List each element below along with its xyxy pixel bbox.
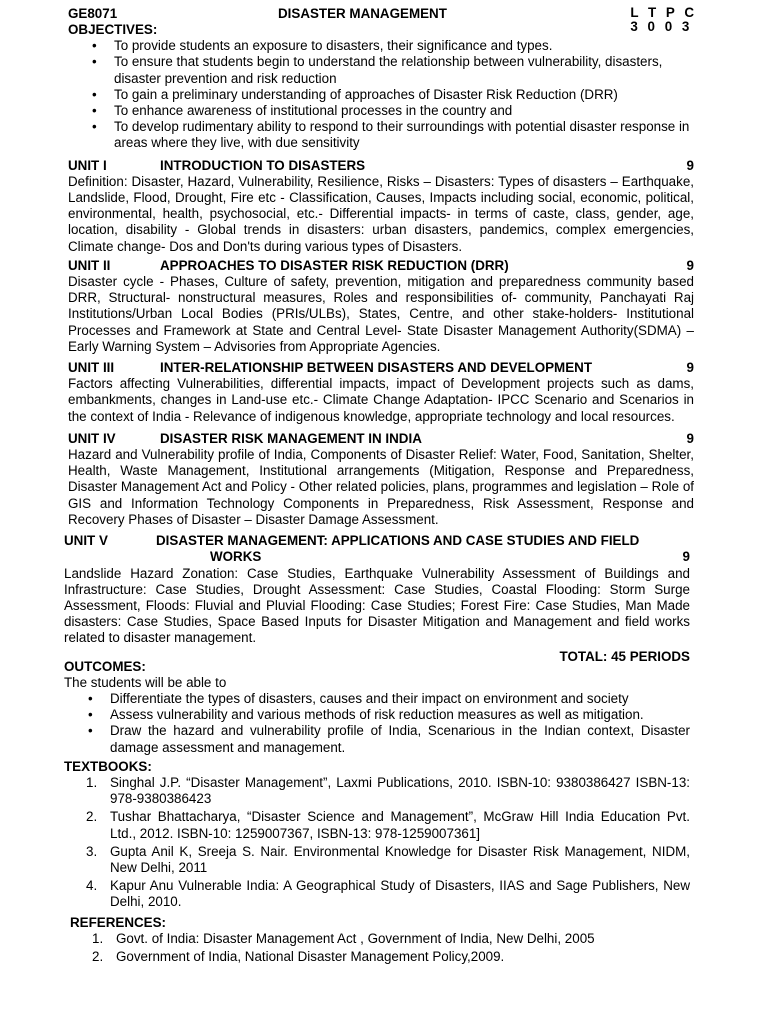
- unit-title-cont: WORKS: [210, 549, 262, 565]
- list-item: • To provide students an exposure to disasters, their significance and types.: [114, 38, 694, 54]
- unit-heading: [68, 158, 694, 174]
- unit-title: APPROACHES TO DISASTER RISK REDUCTION (DRR): [160, 257, 509, 273]
- list-item: • Draw the hazard and vulnerability profile of India, Scenarious in the Indian context, Disaster damage assessment and management.: [110, 723, 690, 755]
- unit-2: [68, 258, 694, 355]
- ltpc-block: [630, 6, 694, 34]
- objectives-section: [68, 22, 694, 152]
- item-text: Government of India, National Disaster Management Policy,2009.: [116, 948, 505, 964]
- unit-hours: 9: [686, 157, 694, 173]
- unit-title: INTER-RELATIONSHIP BETWEEN DISASTERS AND DEVELOPMENT: [160, 360, 592, 376]
- item-text: Kapur Anu Vulnerable India: A Geographical Study of Disasters, IIAS and Sage Publishers, New Delhi, 2010.: [110, 878, 690, 910]
- unit-1: [68, 158, 694, 255]
- unit-hours: 9: [682, 549, 690, 565]
- unit-heading: [68, 431, 694, 447]
- list-item: [64, 949, 690, 965]
- unit-number: UNIT II: [68, 257, 111, 273]
- outcomes-section: [64, 648, 690, 966]
- unit-heading-line2: [64, 549, 690, 565]
- list-item: [64, 844, 690, 876]
- unit-body: Factors affecting Vulnerabilities, differential impacts, impact of Development projects such as dams, embankments, changes in Land-use etc.- Climate Change Adaptation- IPCC Scenario and Scenarios in the context of India - Relevance of indigenous knowledge, appropriate technology and local resources.: [68, 376, 694, 424]
- unit-body: Disaster cycle - Phases, Culture of safety, prevention, mitigation and preparedness community based DRR, Structural- nonstructural measures, Roles and responsibilities of- community, Panchayati Raj Institutions/Urban Local Bodies (PRIs/ULBs), States, Centre, and other stake-holders- Institutional Processes and Framework at State and Central Level- State Disaster Management Authority(SDMA) – Early Warning System – Advisories from Appropriate Agencies.: [68, 274, 694, 354]
- unit-hours: 9: [686, 430, 694, 446]
- textbooks-heading: TEXTBOOKS:: [64, 758, 152, 774]
- unit-3: [68, 360, 694, 425]
- unit-heading: [64, 533, 690, 549]
- outcomes-intro: The students will be able to: [64, 674, 227, 690]
- outcomes-heading: OUTCOMES:: [64, 658, 146, 674]
- objectives-heading: OBJECTIVES:: [68, 22, 158, 37]
- item-number: 1.: [92, 930, 104, 946]
- list-item: • To ensure that students begin to understand the relationship between vulnerability, disasters, disaster prevention and risk reduction: [114, 54, 694, 86]
- item-text: Singhal J.P. “Disaster Management”, Laxmi Publications, 2010. ISBN-10: 9380386427 ISBN-13: 978-9380386423: [110, 774, 690, 807]
- unit-title: DISASTER RISK MANAGEMENT IN INDIA: [160, 430, 422, 446]
- list-item: • To gain a preliminary understanding of approaches of Disaster Risk Reduction (DRR): [114, 87, 694, 103]
- item-text: Tushar Bhattacharya, “Disaster Science and Management”, McGraw Hill India Education Pvt. Ltd., 2012. ISBN-10: 1259007367, ISBN-13: 978-1259007361]: [110, 809, 690, 841]
- ltpc-label: L T P C: [630, 5, 694, 20]
- list-item: [64, 931, 690, 947]
- outcomes-list: [64, 691, 690, 756]
- item-number: 1.: [86, 774, 98, 790]
- course-title: DISASTER MANAGEMENT: [278, 6, 447, 21]
- list-item: • To develop rudimentary ability to respond to their surroundings with potential disaster response in areas where they live, with due sensitivity: [114, 119, 694, 151]
- unit-hours: 9: [686, 257, 694, 273]
- unit-body: Hazard and Vulnerability profile of India, Components of Disaster Relief: Water, Food, Sanitation, Shelter, Health, Waste Management, Institutional arrangements (Mitigation, Response and Preparedness, Disaster Management Act and Policy - Other related policies, plans, programmes and legislation – Role of GIS and Information Technology Components in Preparedness, Risk Assessment, Response and Recovery Phases of Disaster – Disaster Damage Assessment.: [68, 447, 694, 527]
- unit-body: Definition: Disaster, Hazard, Vulnerability, Resilience, Risks – Disasters: Types of disasters – Earthquake, Landslide, Flood, Drought, Fire etc - Classification, Causes, Impacts including social, economic, political, environmental, health, psychosocial, etc.- Differential impacts- in terms of caste, class, gender, age, location, disability - Global trends in disasters: urban disasters, pandemics, complex emergencies, Climate change- Dos and Don'ts during various types of Disasters.: [68, 173, 694, 254]
- references-list: [64, 931, 690, 965]
- item-number: 4.: [86, 878, 98, 894]
- course-code: GE8071: [68, 6, 118, 21]
- list-item: [64, 775, 690, 807]
- list-item: • To enhance awareness of institutional processes in the country and: [114, 103, 694, 119]
- textbooks-list: [64, 775, 690, 911]
- unit-heading: [68, 360, 694, 376]
- item-number: 2.: [86, 809, 98, 825]
- unit-hours: 9: [686, 360, 694, 376]
- item-text: Gupta Anil K, Sreeja S. Nair. Environmental Knowledge for Disaster Risk Management, NIDM, New Delhi, 2011: [110, 843, 690, 875]
- unit-number: UNIT V: [64, 533, 108, 549]
- unit-4: [68, 431, 694, 528]
- item-number: 2.: [92, 948, 104, 964]
- total-periods: TOTAL: 45 PERIODS: [559, 648, 690, 664]
- unit-title: INTRODUCTION TO DISASTERS: [160, 157, 366, 173]
- unit-number: UNIT III: [68, 360, 115, 376]
- unit-5: [64, 533, 690, 646]
- references-heading: REFERENCES:: [70, 914, 166, 930]
- list-item: [64, 878, 690, 910]
- item-number: 3.: [86, 843, 98, 859]
- unit-heading: [68, 258, 694, 274]
- unit-number: UNIT I: [68, 157, 107, 173]
- objectives-list: [68, 38, 694, 151]
- references-section: [64, 915, 690, 966]
- unit-number: UNIT IV: [68, 430, 116, 446]
- unit-body: Landslide Hazard Zonation: Case Studies, Earthquake Vulnerability Assessment of Buildings and Infrastructure: Case Studies, Drought Assessment: Case Studies, Coastal Flooding: Storm Surge Assessment, Floods: Fluvial and Pluvial Flooding: Case Studies; Forest Fire: Case Studies, Man Made disasters: Case Studies, Space Based Inputs for Disaster Mitigation and Management and field works related to disaster management.: [64, 565, 690, 646]
- list-item: [64, 809, 690, 841]
- list-item: • Differentiate the types of disasters, causes and their impact on environment and society: [110, 691, 690, 707]
- ltpc-values: 3 0 0 3: [630, 19, 690, 34]
- list-item: • Assess vulnerability and various methods of risk reduction measures as well as mitigation.: [110, 707, 690, 723]
- unit-title: DISASTER MANAGEMENT: APPLICATIONS AND CASE STUDIES AND FIELD: [156, 533, 640, 549]
- item-text: Govt. of India: Disaster Management Act , Government of India, New Delhi, 2005: [116, 930, 595, 946]
